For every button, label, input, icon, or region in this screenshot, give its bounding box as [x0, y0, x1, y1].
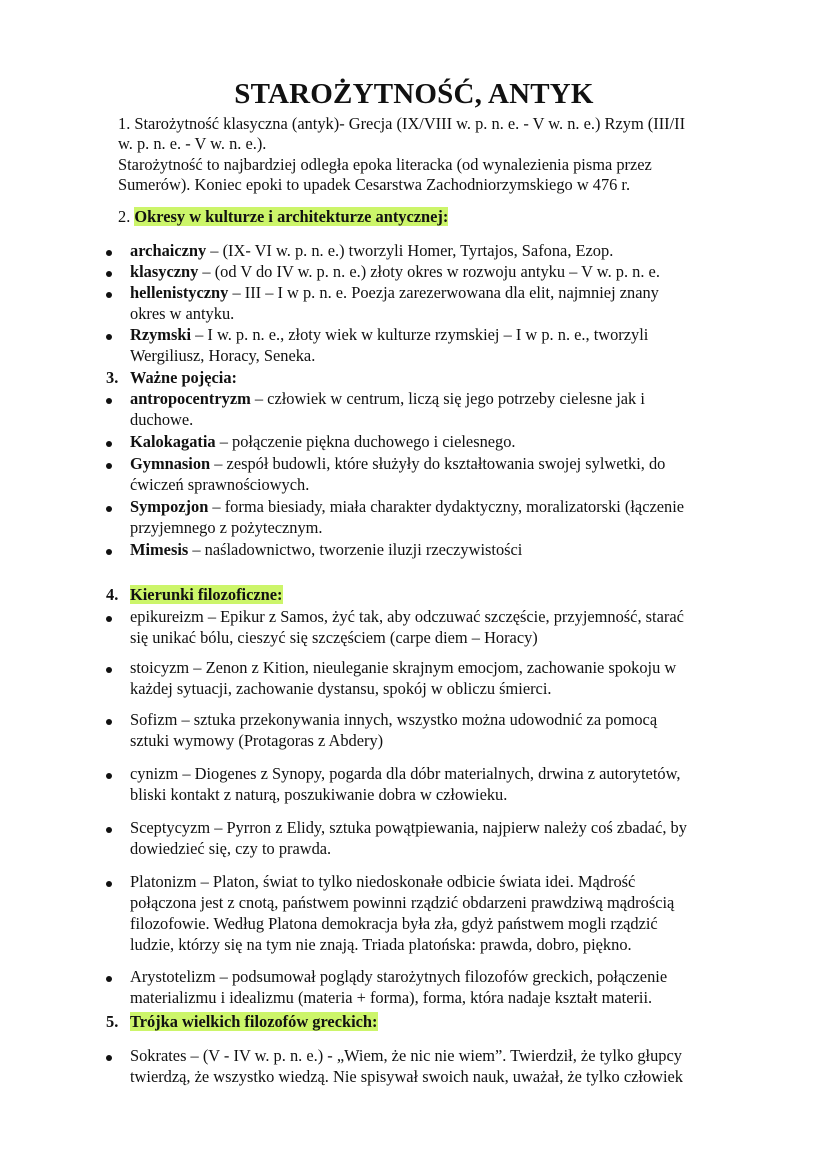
bullet	[106, 667, 112, 673]
bullet	[106, 773, 112, 779]
list-item: Arystotelizm – podsumował poglądy starożytnych filozofów greckich, połączenie	[130, 967, 668, 986]
section-2-heading-text: Okresy w kulturze i architekturze antycznej:	[134, 207, 449, 226]
term-description: – zespół budowli, które służyły do kształtowania swojej sylwetki, do	[210, 454, 666, 473]
list-item	[130, 432, 516, 452]
term-description: – człowiek w centrum, liczą się jego potrzeby cielesne jak i	[250, 389, 645, 408]
list-item-continuation: dowiedzieć się, czy to prawda.	[130, 839, 332, 858]
document-title: STAROŻYTNOŚĆ, ANTYK	[234, 78, 594, 110]
bullet	[106, 292, 112, 298]
term-description: – III – I w p. n. e. Poezja zarezerwowana dla elit, najmniej znany	[228, 283, 659, 302]
bullet	[106, 463, 112, 469]
intro-line-1: 1. Starożytność klasyczna (antyk)- Grecja (IX/VIII w. p. n. e. - V w. n. e.) Rzym (III/II	[118, 114, 686, 133]
list-item-continuation: bliski kontakt z naturą, poszukiwanie dobra w człowieku.	[130, 785, 508, 804]
bullet	[106, 719, 112, 725]
bullet	[106, 976, 112, 982]
bullet	[106, 827, 112, 833]
list-item-continuation: przyjemnego z pożytecznym.	[130, 518, 323, 537]
list-item	[130, 497, 684, 517]
bullet	[106, 616, 112, 622]
list-item-continuation: każdej sytuacji, zachowanie dystansu, spokój w obliczu śmierci.	[130, 679, 552, 698]
section-3-heading: Ważne pojęcia:	[130, 368, 237, 387]
bullet	[106, 549, 112, 555]
list-item-continuation: połączona jest z cnotą, państwem powinni rządzić obdarzeni prawdziwą mądrością	[130, 893, 675, 912]
list-item	[130, 389, 645, 409]
term-description: – I w. p. n. e., złoty wiek w kulturze rzymskiej – I w p. n. e., tworzyli	[191, 325, 649, 344]
list-item: epikureizm – Epikur z Samos, żyć tak, aby odczuwać szczęście, przyjemność, starać	[130, 607, 684, 626]
intro-line-3: Starożytność to najbardziej odległa epoka literacka (od wynalezienia pisma przez	[118, 155, 652, 174]
bullet	[106, 250, 112, 256]
term: Gymnasion	[130, 454, 211, 473]
list-item-continuation: twierdzą, że wszystko wiedzą. Nie spisywał swoich nauk, uważał, że tylko człowiek	[130, 1067, 683, 1086]
list-item-continuation: filozofowie. Według Platona demokracja była zła, gdyż państwem mogli rządzić	[130, 914, 658, 933]
list-item	[130, 454, 665, 474]
intro-line-2: w. p. n. e. - V w. n. e.).	[118, 134, 267, 153]
list-item-continuation: Wergiliusz, Horacy, Seneka.	[130, 346, 316, 365]
bullet	[106, 881, 112, 887]
list-item	[130, 540, 522, 560]
list-item: Sceptycyzm – Pyrron z Elidy, sztuka powątpiewania, najpierw należy coś zbadać, by	[130, 818, 687, 837]
bullet	[106, 441, 112, 447]
term-description: – naśladownictwo, tworzenie iluzji rzeczywistości	[188, 540, 523, 559]
list-item-continuation: duchowe.	[130, 410, 194, 429]
list-item: cynizm – Diogenes z Synopy, pogarda dla dóbr materialnych, drwina z autorytetów,	[130, 764, 681, 783]
section-3-number: 3.	[106, 368, 119, 387]
section-5-number: 5.	[106, 1012, 119, 1031]
bullet	[106, 506, 112, 512]
term: Rzymski	[130, 325, 192, 344]
list-item: stoicyzm – Zenon z Kition, nieuleganie skrajnym emocjom, zachowanie spokoju w	[130, 658, 677, 677]
list-item-continuation: ćwiczeń sprawnościowych.	[130, 475, 310, 494]
term: archaiczny	[130, 241, 207, 260]
section-2-number: 2.	[118, 207, 131, 226]
list-item-continuation: sztuki wymowy (Protagoras z Abdery)	[130, 731, 384, 750]
list-item	[130, 325, 648, 345]
list-item	[130, 262, 660, 282]
list-item-continuation: materializmu i idealizmu (materia + forma), forma, która nadaje kształt materii.	[130, 988, 653, 1007]
list-item-continuation: okres w antyku.	[130, 304, 235, 323]
term-description: – połączenie piękna duchowego i cielesnego.	[215, 432, 516, 451]
section-4-heading-text: Kierunki filozoficzne:	[130, 585, 283, 604]
term: antropocentryzm	[130, 389, 251, 408]
bullet	[106, 334, 112, 340]
term: Kalokagatia	[130, 432, 216, 451]
list-item	[130, 283, 659, 303]
section-4-number: 4.	[106, 585, 119, 604]
section-5-heading-text: Trójka wielkich filozofów greckich:	[130, 1012, 378, 1031]
term: klasyczny	[130, 262, 199, 281]
bullet	[106, 398, 112, 404]
bullet	[106, 271, 112, 277]
list-item-continuation: się unikać bólu, cieszyć się szczęściem (carpe diem – Horacy)	[130, 628, 538, 647]
list-item	[130, 241, 613, 261]
bullet	[106, 1055, 112, 1061]
term: Sympozjon	[130, 497, 209, 516]
list-item: Sofizm – sztuka przekonywania innych, wszystko można udowodnić za pomocą	[130, 710, 658, 729]
term: Mimesis	[130, 540, 189, 559]
list-item-continuation: ludzie, którzy się na tym nie znają. Triada platońska: prawda, dobro, piękno.	[130, 935, 632, 954]
list-item: Sokrates – (V - IV w. p. n. e.) - „Wiem, że nic nie wiem”. Twierdził, że tylko głupcy	[130, 1046, 682, 1065]
section-2-heading	[118, 207, 448, 227]
section-5-heading	[130, 1012, 378, 1032]
term: hellenistyczny	[130, 283, 229, 302]
term-description: – forma biesiady, miała charakter dydaktyczny, moralizatorski (łączenie	[208, 497, 685, 516]
intro-line-4: Sumerów). Koniec epoki to upadek Cesarstwa Zachodniorzymskiego w 476 r.	[118, 175, 631, 194]
term-description: – (IX- VI w. p. n. e.) tworzyli Homer, Tyrtajos, Safona, Ezop.	[206, 241, 614, 260]
term-description: – (od V do IV w. p. n. e.) złoty okres w rozwoju antyku – V w. p. n. e.	[198, 262, 660, 281]
list-item: Platonizm – Platon, świat to tylko niedoskonałe odbicie świata idei. Mądrość	[130, 872, 636, 891]
section-4-heading	[130, 585, 283, 605]
